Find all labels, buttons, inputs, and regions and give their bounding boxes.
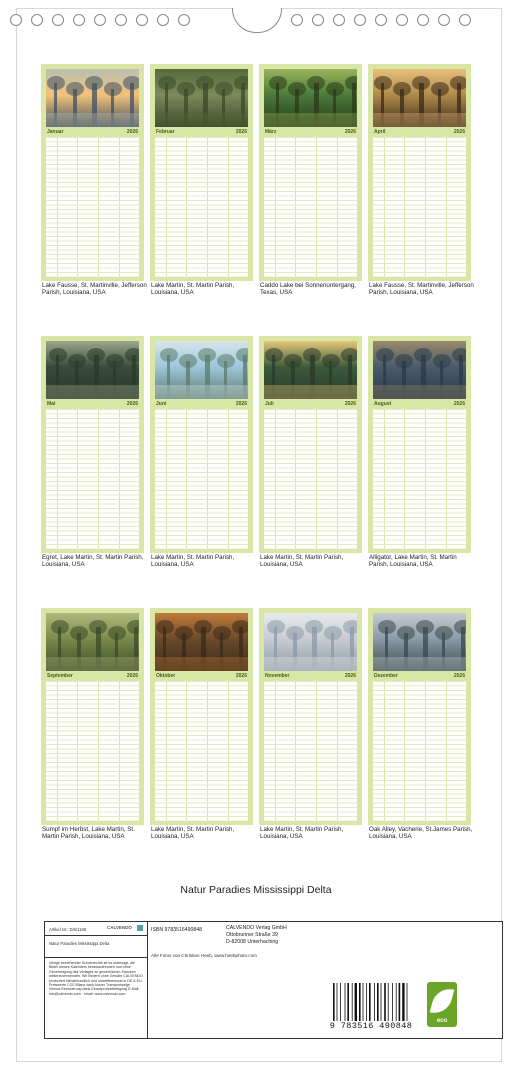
planner-grid xyxy=(264,137,357,277)
photo-caption: Lake Martin, St. Martin Parish, Louisiana, USA xyxy=(260,554,344,568)
month-photo xyxy=(155,613,248,671)
month-photo xyxy=(373,341,466,399)
planner-grid xyxy=(155,681,248,821)
barcode xyxy=(332,983,408,1021)
article-number: Artikel Nr.: D/6/1168 xyxy=(49,927,87,932)
month-name: April xyxy=(374,129,386,135)
month-name: Februar xyxy=(156,129,175,135)
binding-hole xyxy=(291,14,303,26)
month-year: 2026 xyxy=(235,673,247,679)
month-name: August xyxy=(374,401,392,407)
barcode-number: 9 783516 490848 xyxy=(329,1021,413,1031)
month-header xyxy=(46,673,139,680)
month-header xyxy=(46,401,139,408)
month-name: Juli xyxy=(265,401,274,407)
photo-caption: Lake Martin, St. Martin Parish, Louisiana, USA xyxy=(260,826,344,840)
binding-hole xyxy=(438,14,450,26)
month-card xyxy=(259,336,362,553)
photo-caption: Sumpf im Herbst, Lake Martin, St. Martin Parish, Louisiana, USA xyxy=(42,826,135,840)
planner-grid xyxy=(46,409,139,549)
month-header xyxy=(155,401,248,408)
month-year: 2026 xyxy=(235,401,247,407)
month-year: 2026 xyxy=(453,401,465,407)
binding-hole xyxy=(31,14,43,26)
month-name: November xyxy=(265,673,290,679)
month-card xyxy=(368,64,471,281)
month-header xyxy=(155,673,248,680)
month-photo xyxy=(46,341,139,399)
month-name: Januar xyxy=(47,129,64,135)
month-photo xyxy=(264,613,357,671)
month-photo xyxy=(46,613,139,671)
month-card xyxy=(259,608,362,825)
publisher-name: CALVENDO Verlag GmbH xyxy=(226,925,287,931)
photo-caption: Oak Alley, Vacherie, St.James Parish, Louisiana, USA xyxy=(369,826,473,840)
month-year: 2026 xyxy=(344,673,356,679)
binding-hole xyxy=(417,14,429,26)
month-name: Juni xyxy=(156,401,167,407)
month-card xyxy=(41,336,144,553)
binding-hole xyxy=(73,14,85,26)
month-card xyxy=(150,336,253,553)
month-year: 2026 xyxy=(126,401,138,407)
binding-hole xyxy=(115,14,127,26)
eco-label: eco xyxy=(436,1018,448,1024)
month-card xyxy=(41,64,144,281)
publisher-street: Ottobrunner Straße 39 xyxy=(226,932,278,938)
month-header xyxy=(155,129,248,136)
month-year: 2026 xyxy=(453,673,465,679)
planner-grid xyxy=(46,137,139,277)
binding-hole xyxy=(136,14,148,26)
month-header xyxy=(264,673,357,680)
planner-grid xyxy=(155,137,248,277)
binding-hole xyxy=(459,14,471,26)
month-photo xyxy=(46,69,139,127)
month-year: 2026 xyxy=(235,129,247,135)
binding-hole xyxy=(375,14,387,26)
month-year: 2026 xyxy=(344,129,356,135)
binding-hole xyxy=(178,14,190,26)
photo-caption: Lake Martin, St. Martin Parish, Louisiana, USA xyxy=(151,282,235,296)
month-year: 2026 xyxy=(126,129,138,135)
planner-grid xyxy=(46,681,139,821)
month-card xyxy=(368,608,471,825)
photo-caption: Lake Martin, St. Martin Parish, Louisiana, USA xyxy=(151,554,235,568)
month-card xyxy=(150,64,253,281)
planner-grid xyxy=(373,681,466,821)
month-photo xyxy=(155,341,248,399)
isbn: ISBN 9783516490848 xyxy=(151,927,203,933)
product-name: Natur Paradies Mississippi Delta xyxy=(49,941,110,946)
photo-caption: Egret, Lake Martin, St. Martin Parish, Louisiana, USA xyxy=(42,554,144,568)
month-photo xyxy=(373,69,466,127)
month-photo xyxy=(373,613,466,671)
month-year: 2026 xyxy=(344,401,356,407)
month-photo xyxy=(264,69,357,127)
planner-grid xyxy=(155,409,248,549)
calendar-title: Natur Paradies Mississippi Delta xyxy=(180,884,332,896)
month-year: 2026 xyxy=(453,129,465,135)
binding-hole xyxy=(157,14,169,26)
photo-caption: Caddo Lake bei Sonnenuntergang, Texas, USA xyxy=(260,282,356,296)
binding-hole xyxy=(396,14,408,26)
eco-badge xyxy=(427,982,457,1027)
planner-grid xyxy=(264,409,357,549)
binding-hole xyxy=(312,14,324,26)
photo-caption: Lake Martin, St. Martin Parish, Louisiana, USA xyxy=(151,826,235,840)
month-name: Dezember xyxy=(374,673,398,679)
month-name: Mai xyxy=(47,401,56,407)
photo-caption: Lake Fausse, St. Martinville, Jefferson Parish, Louisiana, USA xyxy=(42,282,147,296)
calvendo-logo: CALVENDO xyxy=(107,925,132,930)
month-photo xyxy=(264,341,357,399)
month-year: 2026 xyxy=(126,673,138,679)
binding-hole xyxy=(10,14,22,26)
month-card xyxy=(259,64,362,281)
legal-notice: Infolge bestehender Schutzrechte ist es untersagt, die Bilder dieses Kalenders herauszutrennen und ohne Genehmigung des Verlages zu gewerblichen Zwecken weiterzuverwenden. Wir fördern ohne Gewähr CALVENDO produziert klimafreundlich und umweltbewusst in DE & EU. Preiswerte CO2-Bilanz dank kurzer Transportwege Verlust-Reduzierung dank Einzelproduktfertigung E-Mail: info@calvendo.com · Inhalt: www.calvendo.com xyxy=(49,961,143,996)
month-header xyxy=(264,129,357,136)
binding-hole xyxy=(52,14,64,26)
photo-credit: Alle Fotos von Christian Heeb, www.heebphoto.com xyxy=(151,953,257,958)
binding-hole xyxy=(333,14,345,26)
month-header xyxy=(46,129,139,136)
planner-grid xyxy=(373,409,466,549)
month-header xyxy=(373,129,466,136)
logo-square-icon xyxy=(137,925,143,931)
month-name: März xyxy=(265,129,277,135)
binding-holes xyxy=(0,14,512,28)
month-header xyxy=(373,673,466,680)
month-header xyxy=(264,401,357,408)
month-card xyxy=(368,336,471,553)
leaf-icon xyxy=(430,985,455,1017)
publisher-city: D-82008 Unterhaching xyxy=(226,939,279,945)
binding-hole xyxy=(354,14,366,26)
month-header xyxy=(373,401,466,408)
planner-grid xyxy=(264,681,357,821)
planner-grid xyxy=(373,137,466,277)
binding-hole xyxy=(94,14,106,26)
month-name: Oktober xyxy=(156,673,176,679)
month-photo xyxy=(155,69,248,127)
photo-caption: Alligator, Lake Martin, St. Martin Parish, Louisiana, USA xyxy=(369,554,457,568)
photo-caption: Lake Fausse, St. Martinville, Jefferson Parish, Louisiana, USA xyxy=(369,282,474,296)
month-card xyxy=(41,608,144,825)
month-card xyxy=(150,608,253,825)
month-name: September xyxy=(47,673,73,679)
